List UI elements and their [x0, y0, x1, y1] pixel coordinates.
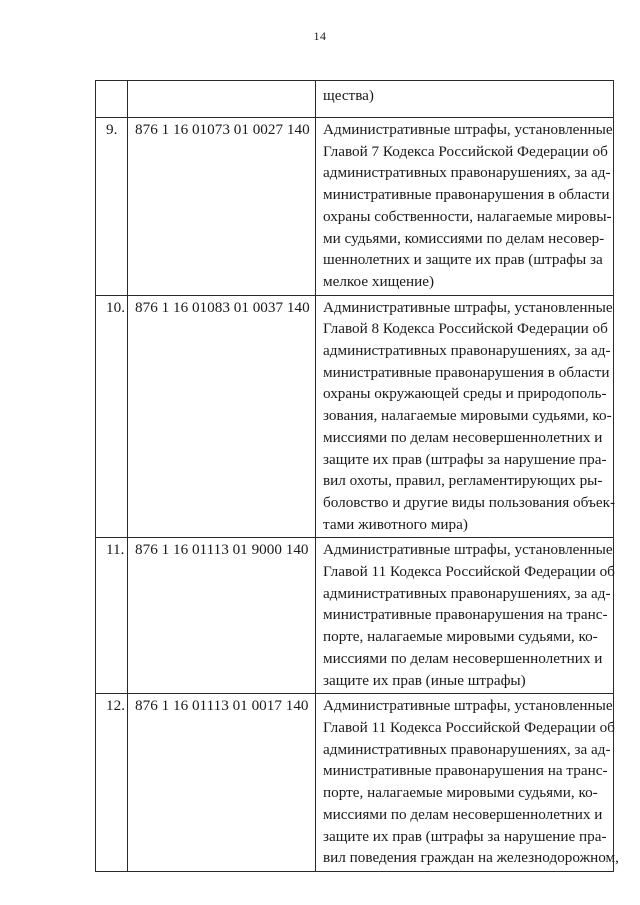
- row-number: 10.: [96, 295, 128, 538]
- description-line: административных правонарушениях, за ад-: [323, 342, 611, 360]
- description-line: охраны окружающей среды и природополь-: [323, 385, 607, 403]
- description-line: защите их прав (иные штрафы): [323, 671, 526, 689]
- table-row-continuation: [96, 81, 614, 118]
- description-cell: [316, 81, 614, 118]
- description-line: административных правонарушениях, за ад-: [323, 584, 611, 602]
- description-line: Главой 11 Кодекса Российской Федерации об: [323, 563, 615, 581]
- description-line: вил поведения граждан на железнодорожном,: [323, 849, 619, 867]
- description-cell: [316, 118, 614, 296]
- description-line: миссиями по делам несовершеннолетних и: [323, 428, 603, 446]
- page-number: 14: [313, 29, 327, 43]
- table-row: [96, 694, 614, 872]
- description-line: щества): [323, 87, 374, 104]
- description-cell: [316, 295, 614, 538]
- description-line: Административные штрафы, установленные: [323, 541, 613, 559]
- description-line: Главой 8 Кодекса Российской Федерации об: [323, 320, 608, 338]
- description-line: министративные правонарушения в области: [323, 363, 610, 381]
- description-line: вил охоты, правил, регламентирующих ры-: [323, 472, 603, 490]
- row-number-cell: [96, 81, 128, 118]
- description-line: миссиями по делам несовершеннолетних и: [323, 649, 603, 667]
- description-line: Административные штрафы, установленные: [323, 298, 613, 316]
- description-line: ми судьями, комиссиями по делам несовер-: [323, 229, 605, 247]
- description-line: административных правонарушениях, за ад-: [323, 164, 611, 182]
- row-number: 9.: [96, 118, 128, 296]
- description-line: министративные правонарушения на транс-: [323, 762, 608, 780]
- row-number: 11.: [96, 538, 128, 694]
- table-row: [96, 295, 614, 538]
- table-row: [96, 118, 614, 296]
- budget-code: 876 1 16 01113 01 0017 140: [128, 694, 316, 872]
- description-line: охраны собственности, налагаемые мировы-: [323, 207, 612, 225]
- fines-table: [95, 80, 619, 872]
- description-line: министративные правонарушения на транс-: [323, 606, 608, 624]
- description-line: мелкое хищение): [323, 272, 435, 290]
- description-line: шеннолетних и защите их прав (штрафы за: [323, 251, 603, 269]
- description-line: Главой 11 Кодекса Российской Федерации об: [323, 718, 615, 736]
- description-line: защите их прав (штрафы за нарушение пра-: [323, 827, 607, 845]
- table-body: [96, 81, 619, 872]
- description-line: боловство и другие виды пользования объек-: [323, 493, 616, 511]
- description-line: зования, налагаемые мировыми судьями, ко-: [323, 407, 612, 425]
- description-line: Административные штрафы, установленные: [323, 697, 613, 715]
- description-line: Главой 7 Кодекса Российской Федерации об: [323, 142, 608, 160]
- table-row: [96, 538, 614, 694]
- description-line: защите их прав (штрафы за нарушение пра-: [323, 450, 607, 468]
- budget-code: 876 1 16 01113 01 9000 140: [128, 538, 316, 694]
- description-line: министративные правонарушения в области: [323, 186, 610, 204]
- description-line: административных правонарушениях, за ад-: [323, 740, 611, 758]
- description-line: миссиями по делам несовершеннолетних и: [323, 805, 603, 823]
- description-cell: [316, 694, 619, 872]
- description-line: порте, налагаемые мировыми судьями, ко-: [323, 628, 598, 646]
- description-line: Административные штрафы, установленные: [323, 121, 613, 138]
- budget-code-cell: [128, 81, 316, 118]
- budget-code: 876 1 16 01083 01 0037 140: [128, 295, 316, 538]
- budget-code: 876 1 16 01073 01 0027 140: [128, 118, 316, 296]
- description-line: порте, налагаемые мировыми судьями, ко-: [323, 784, 598, 802]
- row-number: 12.: [96, 694, 128, 872]
- description-line: тами животного мира): [323, 515, 468, 533]
- description-cell: [316, 538, 614, 694]
